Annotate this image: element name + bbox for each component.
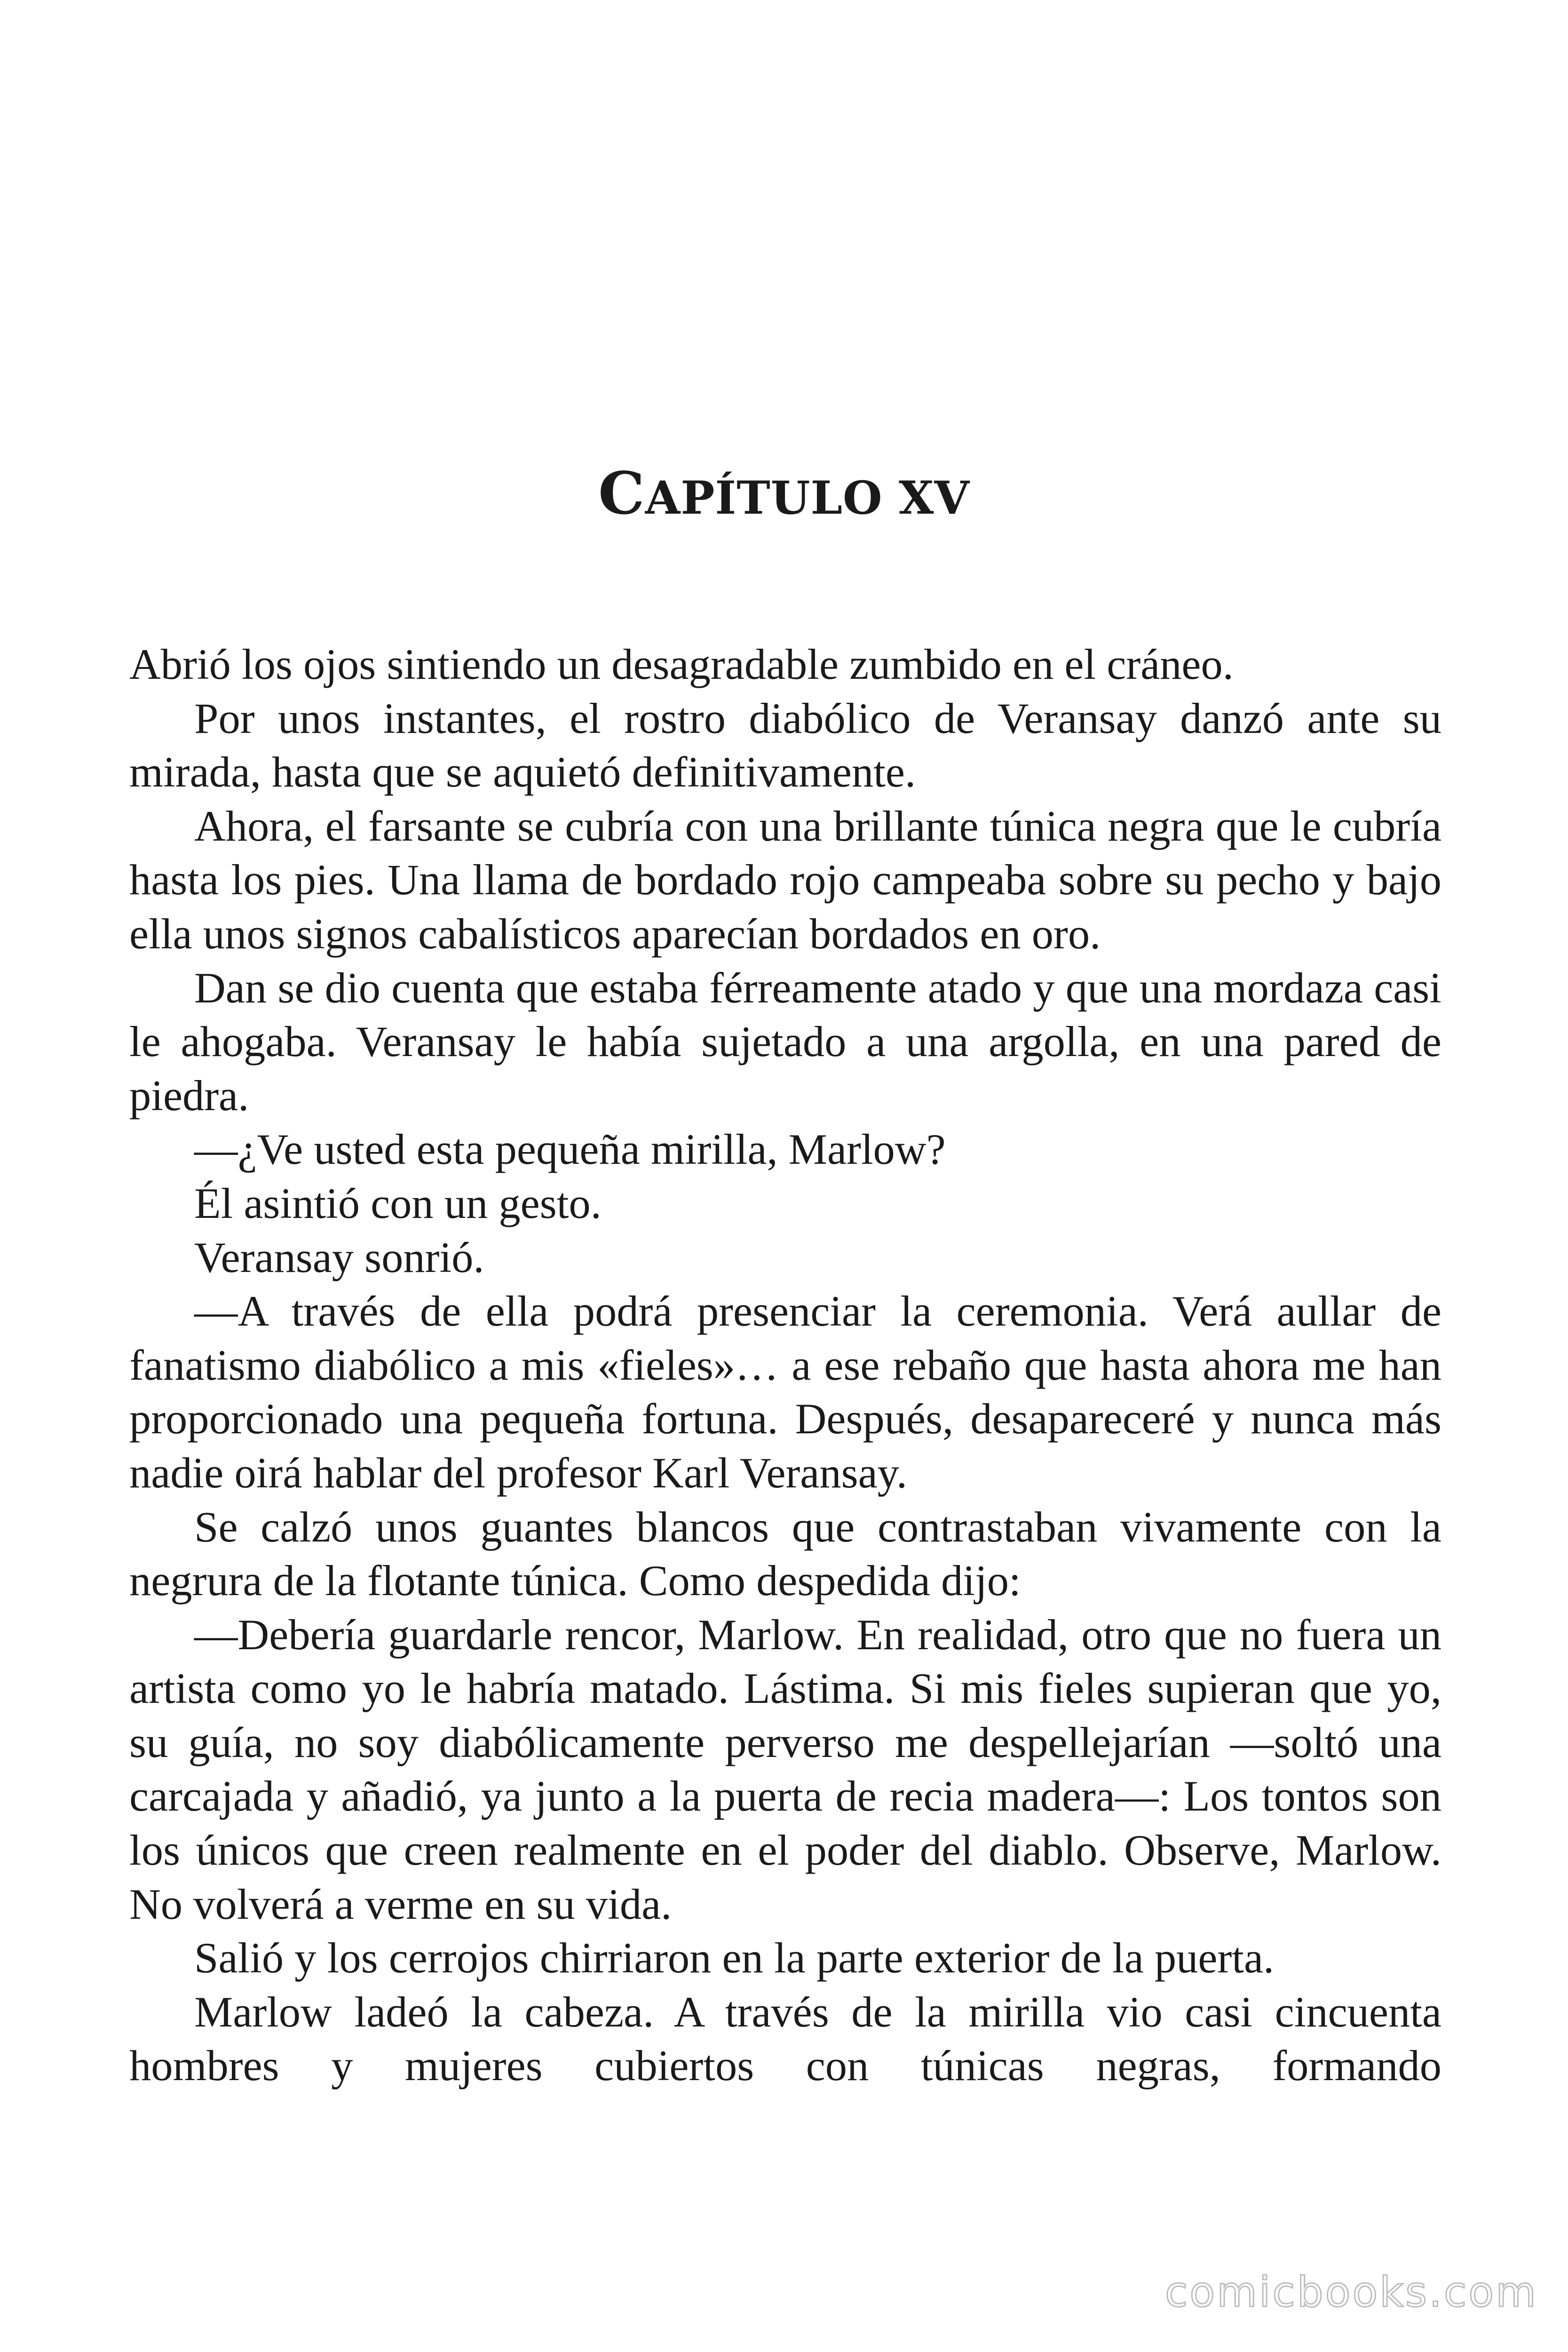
- chapter-body: [129, 638, 1441, 2093]
- paragraph: Dan se dio cuenta que estaba férreamente atado y que una mordaza casi le ahogaba. Veransay le había sujetado a una argolla, en una pared de piedra.: [129, 964, 1441, 1120]
- paragraph: —Debería guardarle rencor, Marlow. En realidad, otro que no fuera un artista como yo le habría matado. Lástima. Si mis fieles supieran que yo, su guía, no soy diabólicamente perverso me despellejarían —soltó una carcajada y añadió, ya junto a la puerta de recia madera—: Los tontos son los únicos que creen realmente en el poder del diablo. Observe, Marlow. No volverá a verme en su vida.: [129, 1611, 1441, 1929]
- chapter-title-rest: APÍTULO XV: [645, 471, 970, 524]
- paragraph: Veransay sonrió.: [194, 1233, 484, 1282]
- paragraph: —A través de ella podrá presenciar la ceremonia. Verá aullar de fanatismo diabólico a mis «fieles»… a ese rebaño que hasta ahora me han proporcionado una pequeña fortuna. Después, desapareceré y nunca más nadie oirá hablar del profesor Karl Veransay.: [129, 1287, 1441, 1497]
- chapter-title: [0, 452, 1568, 540]
- chapter-title-initial: C: [598, 460, 645, 528]
- paragraph: Abrió los ojos sintiendo un desagradable zumbido en el cráneo.: [129, 641, 1234, 689]
- paragraph: Se calzó unos guantes blancos que contrastaban vivamente con la negrura de la flotante túnica. Como despedida dijo:: [129, 1503, 1441, 1605]
- paragraph: Ahora, el farsante se cubría con una brillante túnica negra que le cubría hasta los pies. Una llama de bordado rojo campeaba sobre su pecho y bajo ella unos signos cabalísticos aparecían bordados en oro.: [129, 802, 1441, 958]
- paragraph: Por unos instantes, el rostro diabólico de Veransay danzó ante su mirada, hasta que se aquietó definitivamente.: [129, 694, 1441, 797]
- paragraph: Salió y los cerrojos chirriaron en la parte exterior de la puerta.: [194, 1934, 1275, 1983]
- paragraph: Marlow ladeó la cabeza. A través de la mirilla vio casi cincuenta hombres y mujeres cubiertos con túnicas negras, formando: [129, 1988, 1441, 2090]
- paragraph: Él asintió con un gesto.: [194, 1179, 602, 1228]
- watermark: comicbooks.com: [1164, 2268, 1538, 2316]
- paragraph: —¿Ve usted esta pequeña mirilla, Marlow?: [194, 1126, 946, 1174]
